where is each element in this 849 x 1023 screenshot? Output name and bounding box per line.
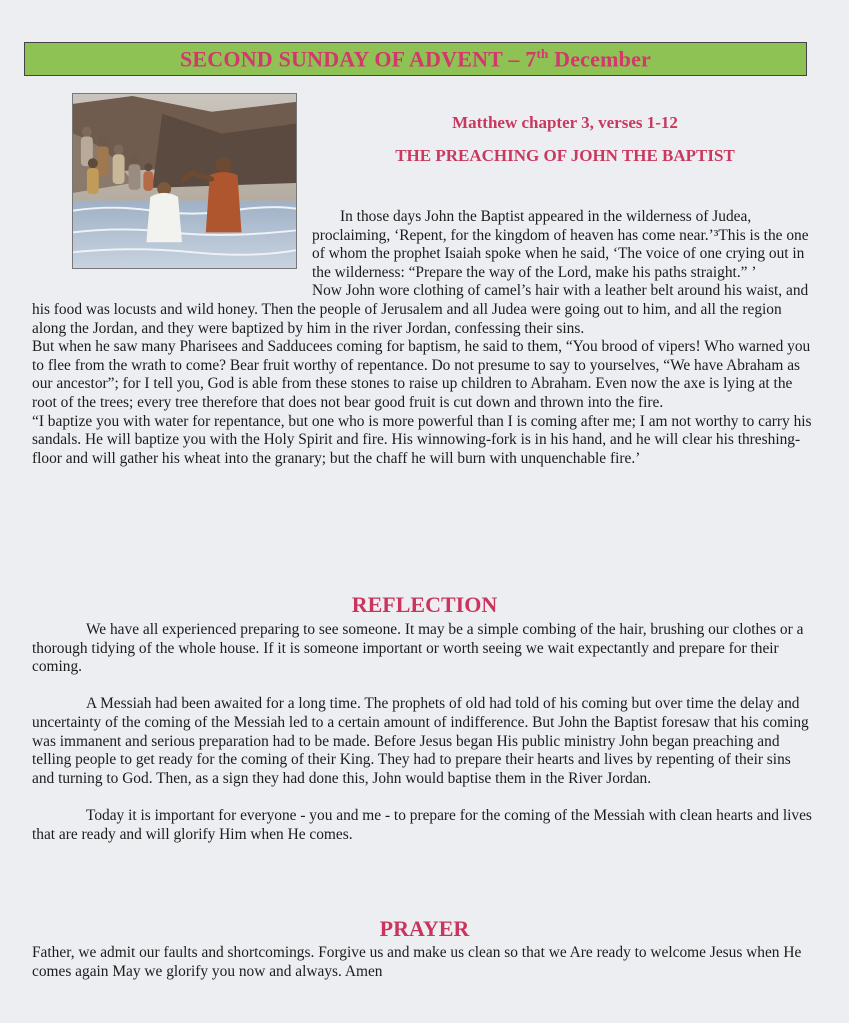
gospel-paragraph: In those days John the Baptist appeared in the wilderness of Judea, proclaiming, ‘Repent, for the kingdom of heaven has come near.’³This is the one of whom the prophet Isaiah spoke when he said, ‘The voice of one crying out in the wilderness: “Prepare the way of the Lord, make his paths straight.” ’ bbox=[312, 208, 809, 281]
gospel-paragraph: But when he saw many Pharisees and Sadducees coming for baptism, he said to them, “You brood of vipers! Who warned you to flee from the wrath to come? Bear fruit worthy of repentance. Do not presume to say to yourselves, “We have Abraham as our ancestor”; for I tell you, God is able from these stones to raise up children to Abraham. Even now the axe is lying at the root of the trees; every tree therefore that does not bear good fruit is cut down and thrown into the fire. bbox=[32, 338, 811, 411]
prayer-heading: PRAYER bbox=[379, 916, 470, 941]
gospel-reading bbox=[32, 208, 812, 468]
scripture-reference: Matthew chapter 3, verses 1-12 bbox=[452, 113, 678, 132]
reading-heading: THE PREACHING OF JOHN THE BAPTIST bbox=[395, 146, 735, 165]
reflection-paragraph: A Messiah had been awaited for a long time. The prophets of old had told of his coming but over time the delay and uncertainty of the coming of the Messiah led to a certain amount of indifference. But John the Baptist foresaw that his coming was immanent and serious preparation had to be made. Before Jesus began His public ministry John began preaching and telling people to get ready for the coming of their King. They had to prepare their hearts and lives by repenting of their sins and turning to God. Then, as a sign they had done this, John would baptise them in the River Jordan. bbox=[32, 695, 809, 787]
title-banner bbox=[24, 42, 807, 76]
reflection-paragraph: Today it is important for everyone - you and me - to prepare for the coming of the Messiah with clean hearts and lives that are ready and will glorify Him when He comes. bbox=[32, 806, 812, 843]
reflection-paragraph: We have all experienced preparing to see someone. It may be a simple combing of the hair, brushing our clothes or a thorough tidying of the whole house. If it is someone important or worth seeing we wait expectantly and prepare for their coming. bbox=[32, 621, 804, 676]
prayer-text: Father, we admit our faults and shortcomings. Forgive us and make us clean so that we Are ready to welcome Jesus when He comes again May we glorify you now and always. Amen bbox=[32, 944, 802, 980]
reflection-text bbox=[32, 621, 812, 863]
page-title: SECOND SUNDAY OF ADVENT – 7th December bbox=[180, 45, 651, 72]
reflection-heading: REFLECTION bbox=[351, 592, 498, 617]
gospel-paragraph: “I baptize you with water for repentance, but one who is more powerful than I is coming after me; I am not worthy to carry his sandals. He will baptize you with the Holy Spirit and fire. His winnowing-fork is in his hand, and he will clear his threshing-floor and will gather his wheat into the granary; but the chaff he will burn with unquenchable fire.’ bbox=[32, 412, 812, 467]
gospel-paragraph: Now John wore clothing of camel’s hair with a leather belt around his waist, and his food was locusts and wild honey. Then the people of Jerusalem and all Judea were going out to him, and all the region along the Jordan, and they were baptized by him in the river Jordan, confessing their sins. bbox=[32, 282, 809, 337]
